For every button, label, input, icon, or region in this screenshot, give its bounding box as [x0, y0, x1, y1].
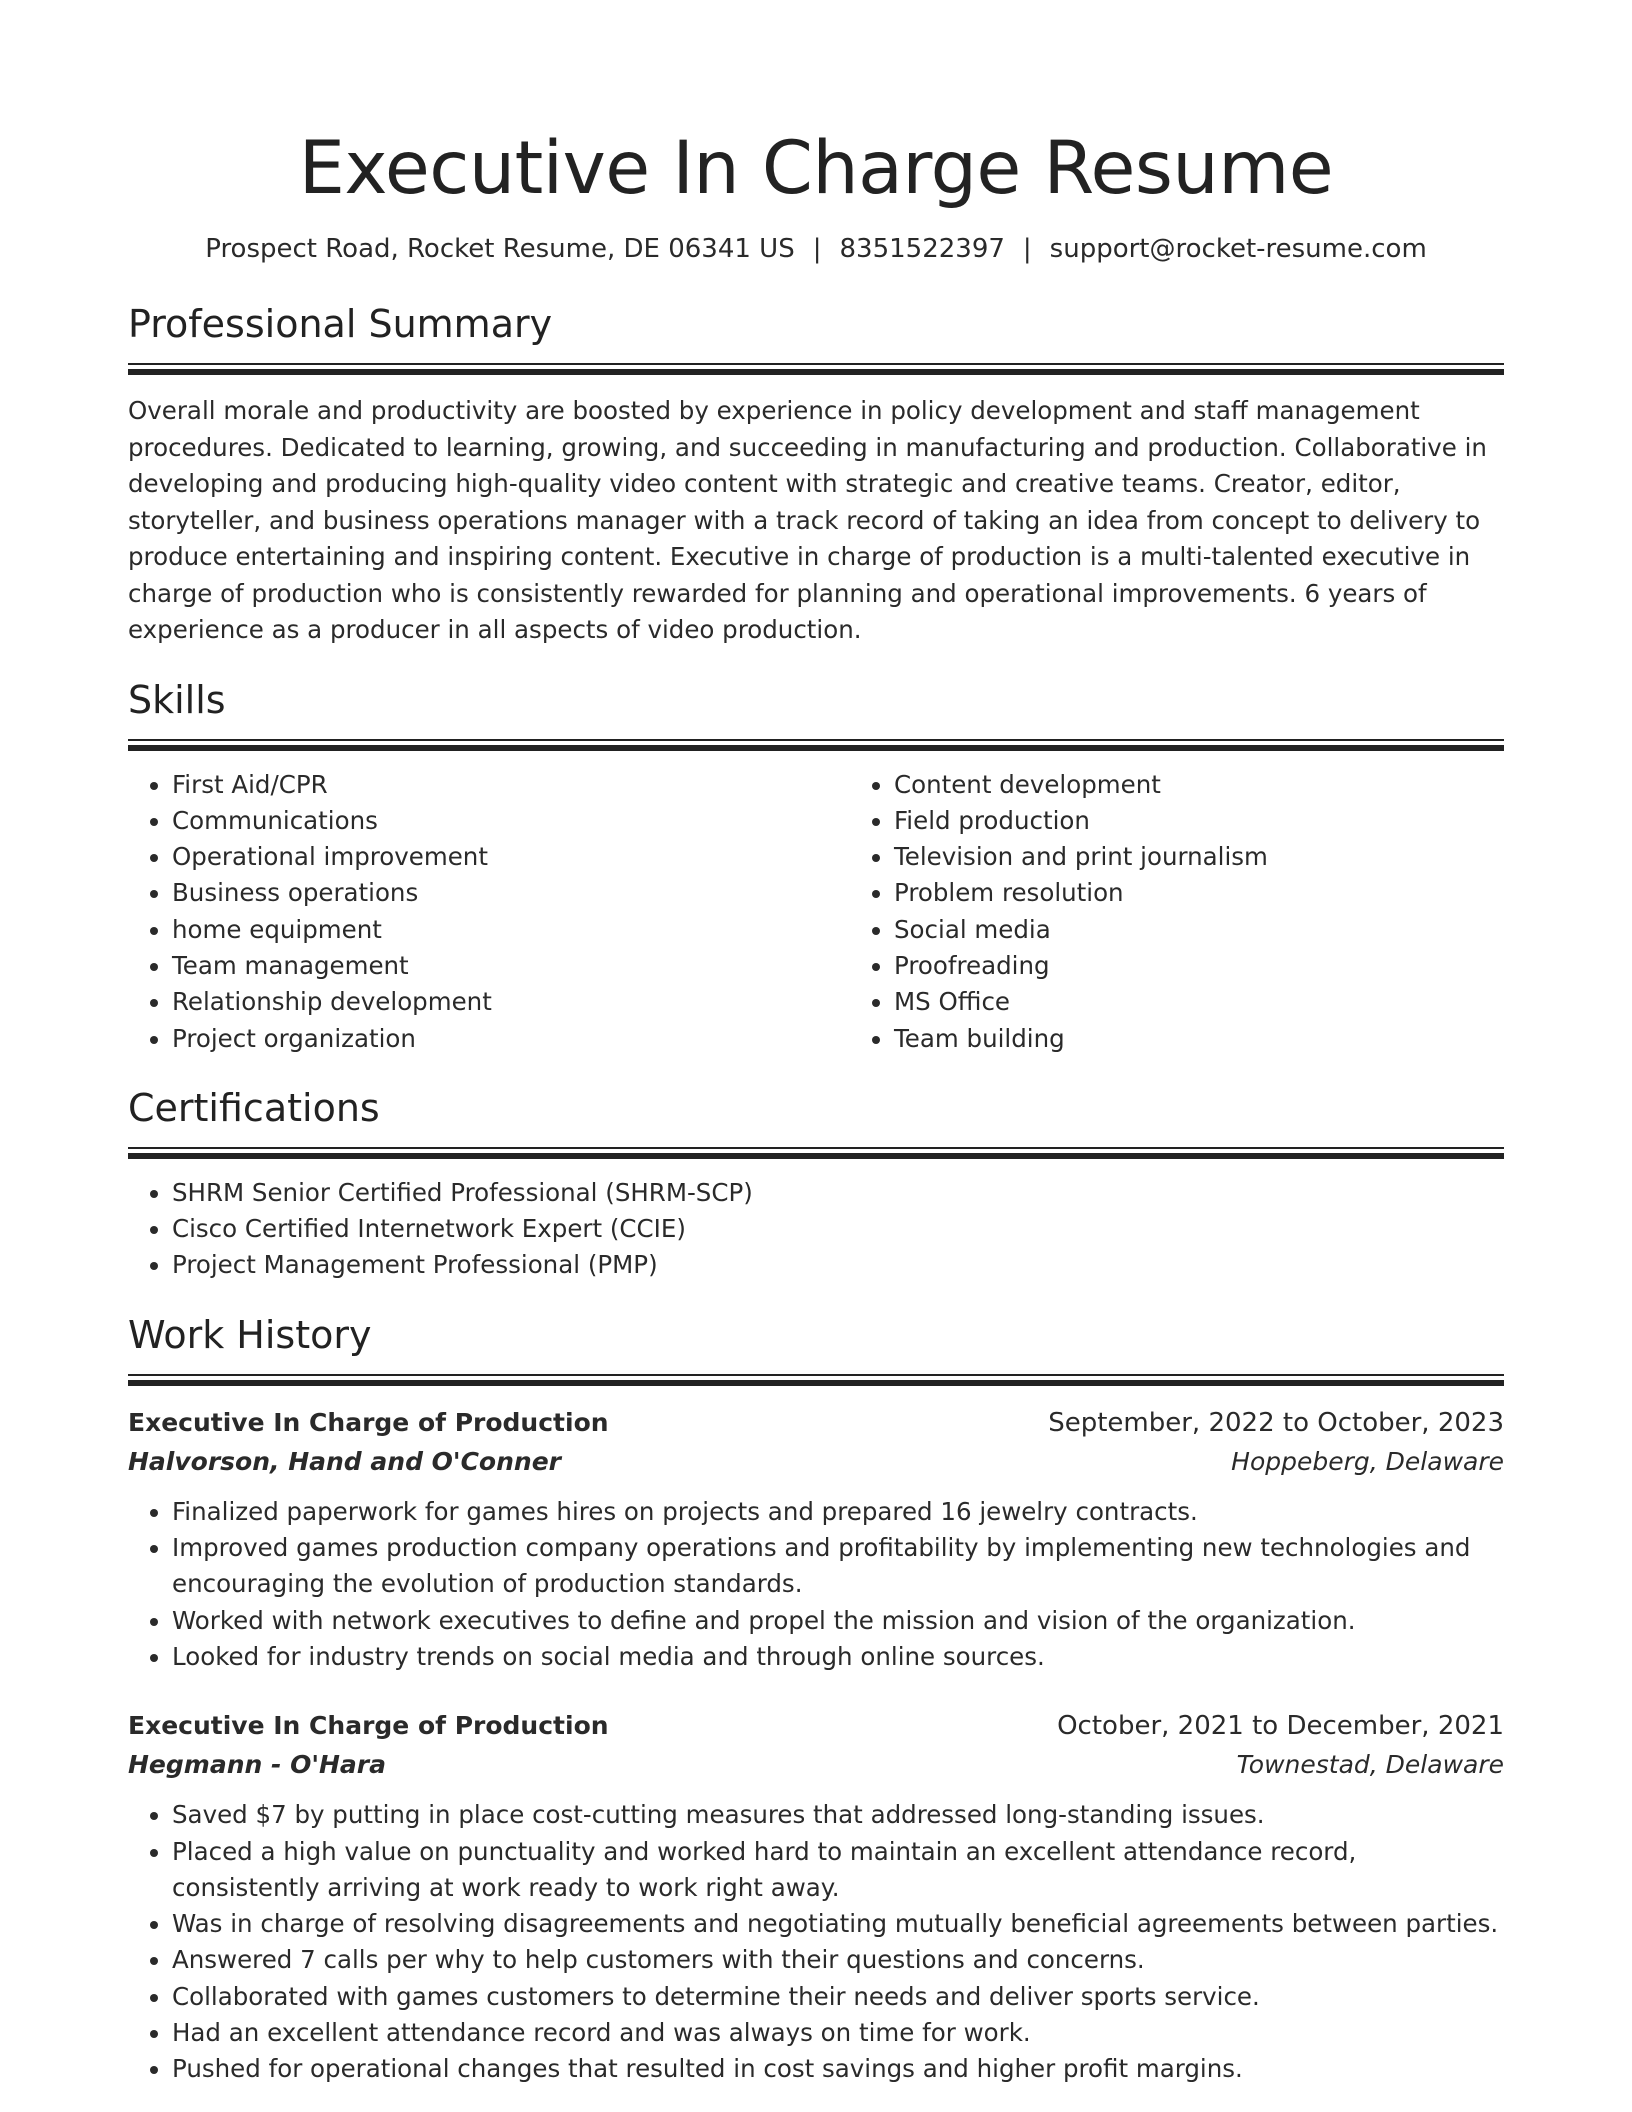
- job-duties-list: [128, 1797, 1504, 2087]
- section-divider: [128, 1147, 1504, 1161]
- contact-line: [128, 231, 1504, 267]
- job-header-row: [128, 1404, 1504, 1442]
- contact-phone: 8351522397: [839, 234, 1005, 264]
- summary-heading: Professional Summary: [128, 302, 553, 346]
- job-duty: • Was in charge of resolving disagreements and negotiating mutually beneficial agreements between parties.: [172, 1906, 1504, 1942]
- skill-item: • MS Office: [894, 984, 1572, 1020]
- job-duty: • Collaborated with games customers to determine their needs and deliver sports service.: [172, 1979, 1504, 2015]
- summary-text: Overall morale and productivity are boosted by experience in policy development and staff management procedures. Dedicated to learning, growing, and succeeding in manufacturing and production. Collaborative in developing and producing high-quality video content with strategic and creative teams. Creator, editor, storyteller, and business operations manager with a track record of taking an idea from concept to delivery to produce entertaining and inspiring content. Executive in charge of production is a multi-talented executive in charge of production who is consistently rewarded for planning and operational improvements. 6 years of experience as a producer in all aspects of video production.: [128, 396, 1487, 644]
- section-divider: [128, 739, 1504, 753]
- skill-item: • Field production: [894, 803, 1572, 839]
- contact-address: Prospect Road, Rocket Resume, DE 06341 US: [205, 234, 795, 264]
- job-location: Townestad, Delaware: [1236, 1750, 1504, 1780]
- job-duty: • Answered 7 calls per why to help customers with their questions and concerns.: [172, 1942, 1504, 1978]
- skills-list-right: [850, 767, 1572, 1057]
- work-history-heading: Work History: [128, 1312, 372, 1357]
- work-history-section: [128, 1310, 1504, 2088]
- section-divider: [128, 1374, 1504, 1388]
- skill-item: • Proofreading: [894, 948, 1572, 984]
- job-company: Halvorson, Hand and O'Conner: [128, 1446, 561, 1476]
- job-duty: • Looked for industry trends on social media and through online sources.: [172, 1639, 1504, 1675]
- job-duty: • Improved games production company operations and profitability by implementing new technologies and encouraging the evolution of production standards.: [172, 1530, 1504, 1603]
- job-title: Executive In Charge of Production: [128, 1407, 609, 1437]
- certifications-section: [128, 1083, 1504, 1284]
- job-duty: • Saved $7 by putting in place cost-cutting measures that addressed long-standing issues.: [172, 1797, 1504, 1833]
- skill-item: • Team building: [894, 1021, 1572, 1057]
- job-location: Hoppeberg, Delaware: [1231, 1446, 1504, 1476]
- skills-heading: Skills: [128, 677, 226, 722]
- job-duty: • Finalized paperwork for games hires on projects and prepared 16 jewelry contracts.: [172, 1494, 1504, 1530]
- job-company: Hegmann - O'Hara: [128, 1750, 386, 1780]
- skills-section: [128, 675, 1504, 1057]
- job-duty: • Had an excellent attendance record and was always on time for work.: [172, 2015, 1504, 2051]
- job-duty: • Pushed for operational changes that resulted in cost savings and higher profit margins.: [172, 2051, 1504, 2087]
- contact-separator: |: [812, 234, 822, 264]
- contact-separator: |: [1022, 234, 1032, 264]
- contact-email: support@rocket-resume.com: [1049, 234, 1427, 264]
- job-duty: • Worked with network executives to define and propel the mission and vision of the organization.: [172, 1603, 1504, 1639]
- skill-item: • Communications: [172, 803, 850, 839]
- skill-item: • Content development: [894, 767, 1572, 803]
- skill-item: • home equipment: [172, 912, 850, 948]
- section-divider: [128, 363, 1504, 377]
- job-entry: [128, 1707, 1504, 2087]
- skill-item: • Relationship development: [172, 984, 850, 1020]
- skill-item: • First Aid/CPR: [172, 767, 850, 803]
- skill-item: • Social media: [894, 912, 1572, 948]
- skill-item: • Team management: [172, 948, 850, 984]
- resume-title: Executive In Charge Resume: [298, 126, 1334, 211]
- summary-section: [128, 299, 1504, 649]
- certification-item: • Project Management Professional (PMP): [172, 1247, 1504, 1283]
- job-company-row: [128, 1442, 1504, 1482]
- skill-item: • Operational improvement: [172, 839, 850, 875]
- certification-item: • Cisco Certified Internetwork Expert (CCIE): [172, 1211, 1504, 1247]
- skill-item: • Television and print journalism: [894, 839, 1572, 875]
- skill-item: • Problem resolution: [894, 875, 1572, 911]
- job-title: Executive In Charge of Production: [128, 1711, 609, 1741]
- resume-content: [128, 0, 1504, 2088]
- skills-list-left: [128, 767, 850, 1057]
- skills-grid: [128, 767, 1504, 1057]
- job-dates: September, 2022 to October, 2023: [1048, 1407, 1504, 1438]
- job-duties-list: [128, 1494, 1504, 1675]
- job-duty: • Placed a high value on punctuality and worked hard to maintain an excellent attendance record, consistently arriving at work ready to work right away.: [172, 1834, 1504, 1907]
- job-dates: October, 2021 to December, 2021: [1057, 1711, 1504, 1742]
- job-header-row: [128, 1707, 1504, 1745]
- skill-item: • Project organization: [172, 1021, 850, 1057]
- skill-item: • Business operations: [172, 875, 850, 911]
- certifications-heading: Certifications: [128, 1085, 380, 1130]
- certifications-list: [128, 1175, 1504, 1284]
- job-company-row: [128, 1745, 1504, 1785]
- certification-item: • SHRM Senior Certified Professional (SHRM-SCP): [172, 1175, 1504, 1211]
- job-entry: [128, 1404, 1504, 1675]
